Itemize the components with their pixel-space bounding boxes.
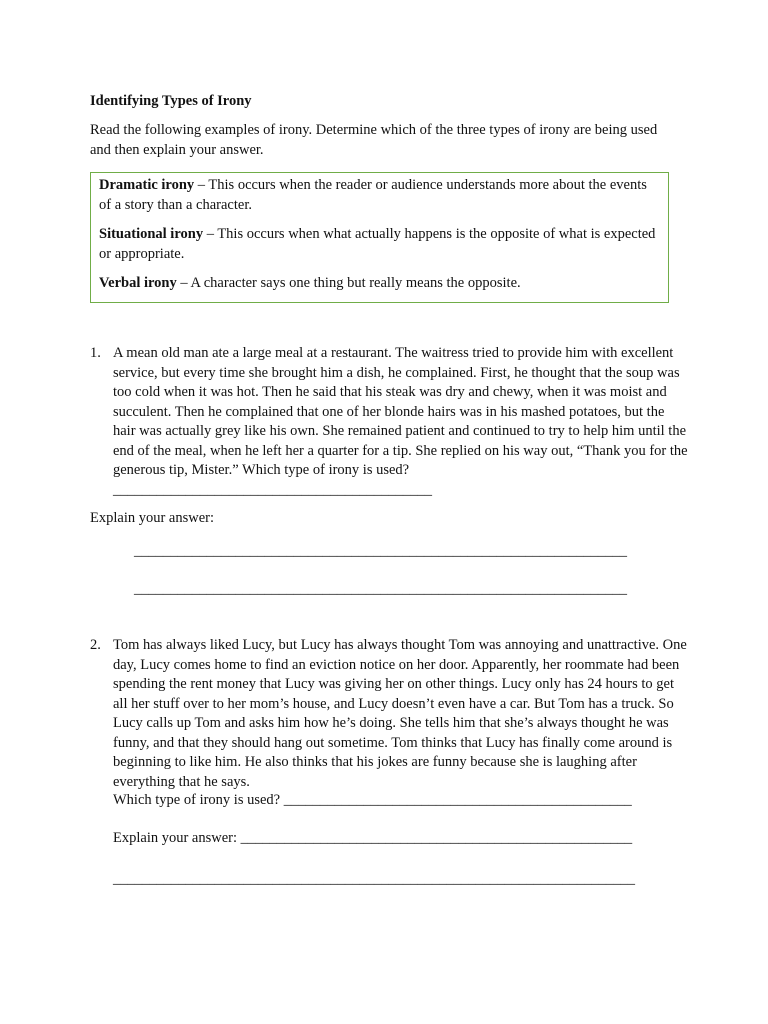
answer-line[interactable]: ____________________________________________________________________	[134, 581, 627, 597]
definition-term: Situational irony	[99, 226, 204, 242]
question-text: A mean old man ate a large meal at a restaurant. The waitress tried to provide him with excellent service, but every time she brought him a dish, he complained. First, he thought that the soup was too cold when it was hot. Then he said that his steak was dry and chewy, when it was moist and succulent. Then he complained that one of her blonde hairs was in his mashed potatoes, but the hair was actually grey like his own. She remained patient and continued to try to help him until the end of the meal, when he left her a quarter for a tip. She replied on his way out, “Thank you for the generous tip, Mister.” Which type of irony is used? ____________________________________________	[113, 345, 688, 498]
definition-situational	[99, 225, 660, 264]
irony-type-answer-line[interactable]: Which type of irony is used? ________________________________________________	[113, 792, 632, 808]
definition-term: Verbal irony	[99, 275, 177, 291]
definition-text: – A character says one thing but really means the opposite.	[176, 275, 521, 291]
answer-line[interactable]: ____________________________________________________________________	[134, 543, 627, 559]
explain-answer-line[interactable]: Explain your answer: ______________________________________________________	[113, 830, 633, 846]
question-number: 2.	[90, 637, 101, 653]
definition-term: Dramatic irony	[99, 177, 195, 193]
answer-line[interactable]: ________________________________________________________________________	[113, 871, 635, 887]
definitions-box	[90, 172, 669, 303]
question-1	[90, 344, 690, 500]
definition-dramatic	[99, 176, 660, 215]
explain-label: Explain your answer:	[90, 510, 215, 526]
definition-verbal	[99, 274, 660, 294]
question-2	[90, 636, 690, 792]
definition-text: – This occurs when what actually happens is the opposite of what is expected or appropriate.	[99, 226, 656, 262]
question-number: 1.	[90, 345, 101, 361]
question-text: Tom has always liked Lucy, but Lucy has always thought Tom was annoying and unattractive. One day, Lucy comes home to find an eviction notice on her door. Apparently, her roommate had been spending the rent money that Lucy was giving her on other things. Lucy only has 24 hours to get all her stuff over to her mom’s house, and Lucy doesn’t even have a car. But Tom has a truck. So Lucy calls up Tom and asks him how he’s doing. She tells him that she’s always thought he was funny, and that they should hang out sometime. Tom thinks that Lucy has finally come around is beginning to like him. He also thinks that his jokes are funny because she is laughing after everything that he says.	[113, 637, 687, 790]
definition-text: – This occurs when the reader or audience understands more about the events of a story than a character.	[99, 177, 647, 213]
instructions: Read the following examples of irony. Determine which of the three types of irony are being used and then explain your answer.	[90, 122, 658, 158]
page-title: Identifying Types of Irony	[90, 93, 252, 109]
